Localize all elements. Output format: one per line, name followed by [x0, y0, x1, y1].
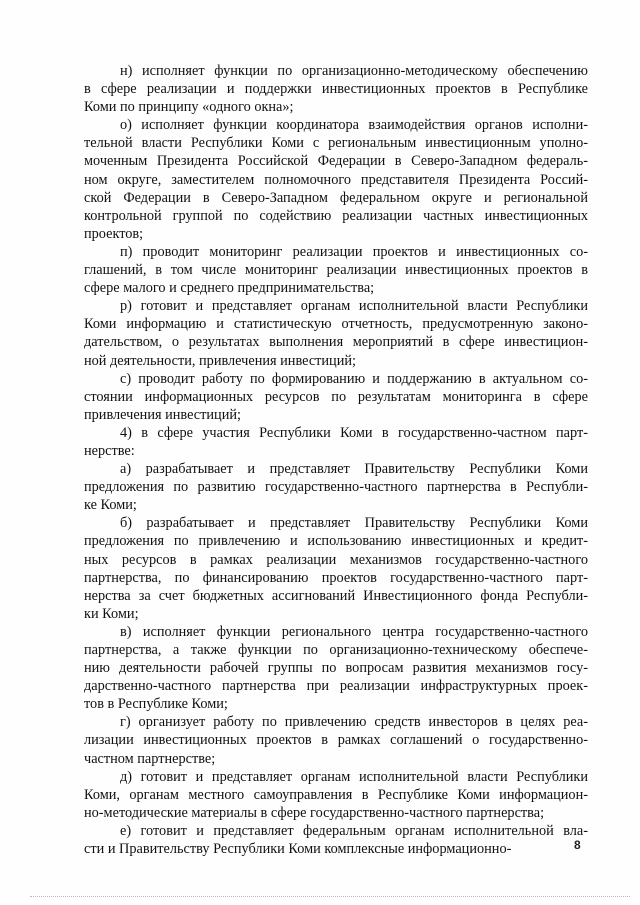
text-line: ки Коми;	[84, 605, 139, 622]
text-line: ной деятельности, привлечения инвестиций;	[84, 352, 356, 369]
paragraph-p	[84, 243, 588, 297]
text-line: нерства за счет бюджетных ассигнований Инвестиционного фонда Республи-	[84, 587, 588, 604]
text-line: нерстве:	[84, 442, 135, 459]
text-line: стоянии информационных ресурсов по результатам мониторинга в сфере	[84, 388, 588, 405]
text-line: 4) в сфере участия Республики Коми в государственно-частном парт-	[120, 424, 588, 441]
text-line: ном округе, заместителем полномочного представителя Президента Россий-	[84, 171, 588, 188]
page-number: 8	[574, 838, 581, 852]
paragraph-n	[84, 62, 588, 116]
text-line: сфере малого и среднего предпринимательства;	[84, 280, 375, 297]
text-line: Коми по принципу «одного окна»;	[84, 99, 294, 116]
text-line: нию деятельности рабочей группы по вопросам развития механизмов госу-	[84, 660, 588, 677]
paragraph-g	[84, 713, 588, 767]
paragraph-e	[84, 822, 588, 858]
text-line: н) исполняет функции по организационно-методическому обеспечению	[120, 63, 588, 79]
text-line: ке Коми;	[84, 497, 137, 514]
text-line: партнерства, а также функции по организационно-техническому обеспече-	[84, 642, 588, 658]
paragraph-r	[84, 297, 588, 369]
text-line: предложения по развитию государственно-частного партнерства в Республи-	[84, 479, 588, 496]
text-line: моченным Президента Российской Федерации в Северо-Западном федераль-	[84, 153, 588, 170]
text-line: Коми информацию и статистическую отчетность, предусмотренную законо-	[84, 316, 588, 333]
text-line: п) проводит мониторинг реализации проектов и инвестиционных со-	[120, 243, 588, 260]
text-line: Коми, органам местного самоуправления в Республике Коми информацион-	[84, 786, 588, 803]
text-line: о) исполняет функции координатора взаимодействия органов исполни-	[120, 117, 588, 134]
text-line: г) организует работу по привлечению средств инвесторов в целях реа-	[120, 714, 588, 731]
paragraph-s	[84, 370, 588, 424]
paragraph-a	[84, 460, 588, 514]
paragraph-v	[84, 623, 588, 713]
text-line: д) готовит и представляет органам исполнительной власти Республики	[120, 768, 588, 785]
text-line: глашений, в том числе мониторинг реализации инвестиционных проектов в	[84, 262, 588, 279]
text-line: ской Федерации в Северо-Западном федеральном округе и региональной	[84, 189, 588, 206]
text-line: ных ресурсов в рамках реализации механизмов государственно-частного	[84, 551, 588, 568]
text-line: тов в Республике Коми;	[84, 696, 228, 713]
text-line: дательством, о результатах выполнения мероприятий в сфере инвестицион-	[84, 334, 588, 351]
text-line: а) разрабатывает и представляет Правительству Республики Коми	[120, 461, 588, 478]
text-line: е) готовит и представляет федеральным органам исполнительной вла-	[120, 822, 588, 839]
text-line: контрольной группой по содействию реализации частных инвестиционных	[84, 207, 588, 224]
text-line: партнерства, по финансированию проектов государственно-частного парт-	[84, 569, 588, 586]
text-line: б) разрабатывает и представляет Правительству Республики Коми	[120, 515, 588, 532]
text-line: в сфере реализации и поддержки инвестиционных проектов в Республике	[84, 81, 588, 98]
text-line: проектов;	[84, 225, 144, 242]
text-line: лизации инвестиционных проектов в рамках соглашений о государственно-	[84, 732, 588, 749]
text-line: дарственно-частного партнерства при реализации инфраструктурных проек-	[84, 678, 588, 695]
paragraph-o	[84, 116, 588, 243]
text-line: но-методические материалы в сфере государственно-частного партнерства;	[84, 804, 545, 821]
document-body	[84, 62, 588, 858]
text-line: с) проводит работу по формированию и поддержанию в актуальном со-	[120, 370, 588, 387]
text-line: р) готовит и представляет органам исполнительной власти Республики	[120, 298, 588, 315]
paragraph-4	[84, 424, 588, 460]
paragraph-d	[84, 768, 588, 822]
text-line: в) исполняет функции регионального центра государственно-частного	[120, 623, 588, 640]
paragraph-b	[84, 514, 588, 623]
text-line: привлечения инвестиций;	[84, 406, 241, 423]
text-line: предложения по привлечению и использованию инвестиционных и кредит-	[84, 533, 588, 550]
text-line: частном партнерстве;	[84, 750, 216, 767]
text-line: тельной власти Республики Коми с региональным инвестиционным уполно-	[84, 135, 588, 152]
page-edge-rule	[30, 896, 630, 897]
text-line: сти и Правительству Республики Коми комплексные информационно-	[84, 841, 512, 858]
